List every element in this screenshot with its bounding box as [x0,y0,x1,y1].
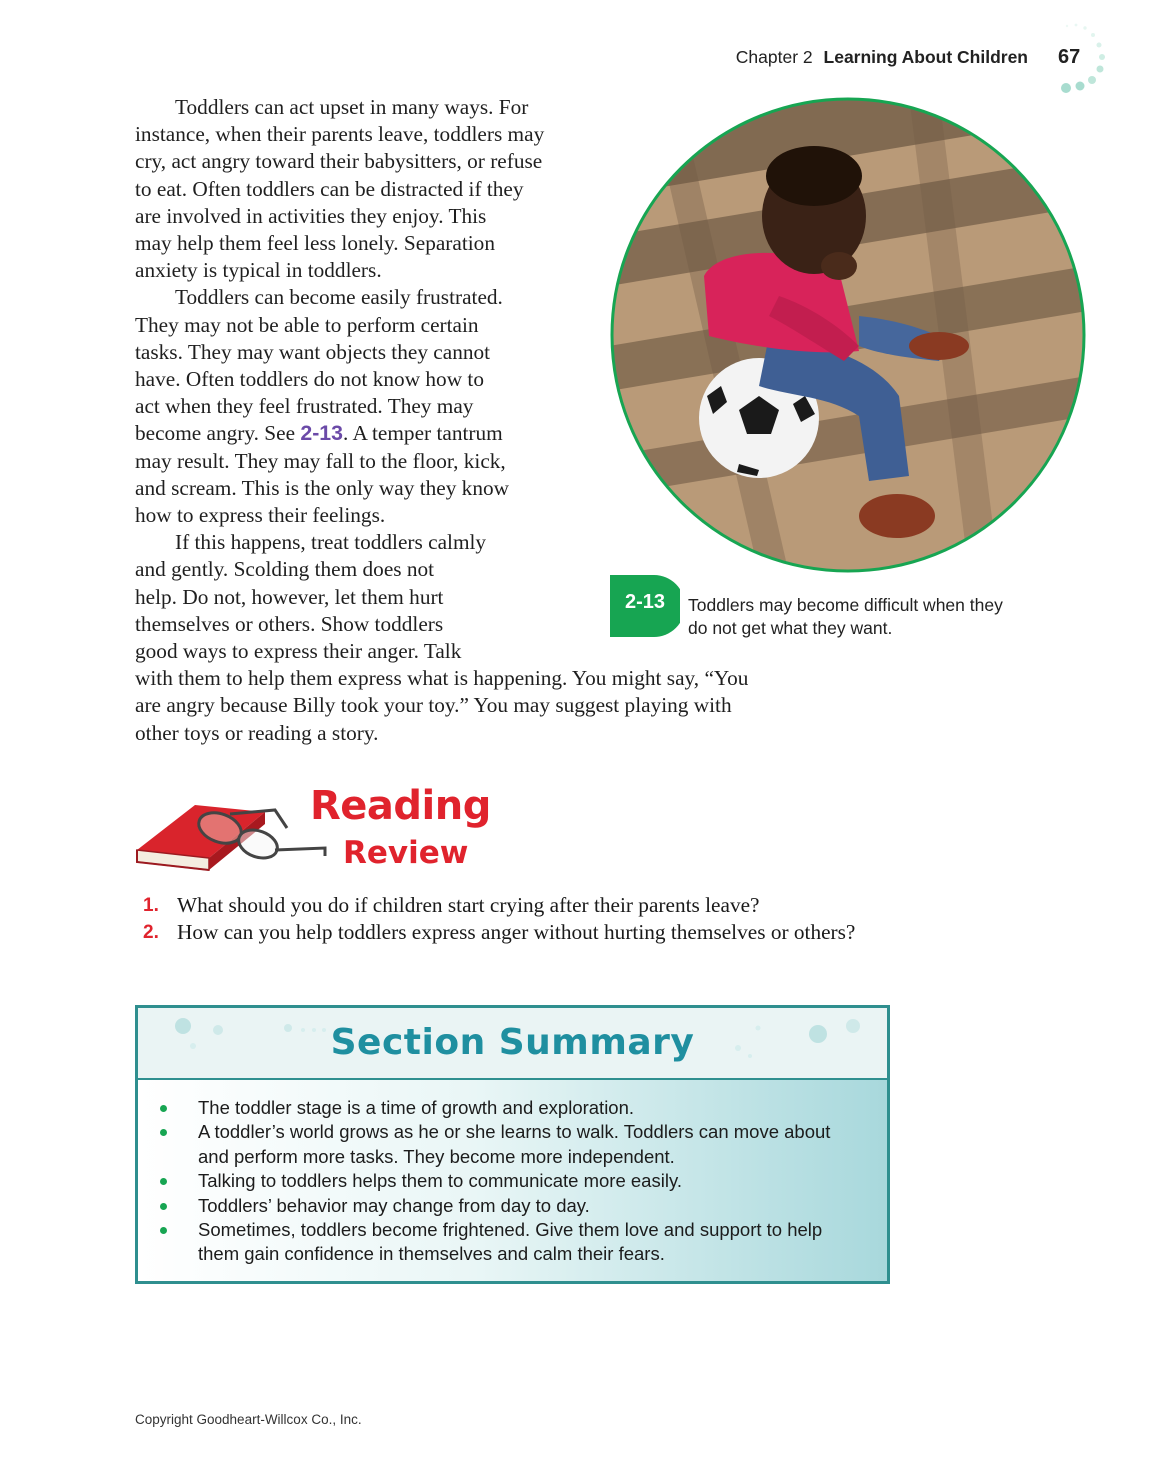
summary-item-text: Talking to toddlers helps them to communicate more easily. [198,1170,682,1192]
review-question [143,892,903,919]
text-line: may result. They may fall to the floor, kick, [135,448,506,473]
text-line: are involved in activities they enjoy. This [135,203,487,228]
figure-reference-link[interactable]: 2-13 [300,421,343,446]
bullet-icon [160,1178,167,1185]
text-line: how to express their feelings. [135,503,386,528]
caption-line: Toddlers may become difficult when they [688,595,1003,615]
question-number: 1. [143,895,159,916]
running-header [736,47,1028,68]
text-line: other toys or reading a story. [135,720,379,745]
text-line: with them to help them express what is happening. You might say, “You [135,666,749,691]
text-line: themselves or others. Show toddlers [135,611,444,636]
text-line: They may not be able to perform certain [135,312,479,337]
section-summary-header [138,1008,887,1080]
question-text: How can you help toddlers express anger without hurting themselves or others? [177,920,856,945]
text-line: tasks. They may want objects they cannot [135,339,491,364]
summary-item-text: The toddler stage is a time of growth and exploration. [198,1097,635,1118]
bullet-icon [160,1203,167,1210]
summary-item-text: Sometimes, toddlers become frightened. Give them love and support to help them gain confidence in themselves and calm their fears. [198,1219,823,1265]
question-text: What should you do if children start crying after their parents leave? [177,893,760,917]
bullet-icon [160,1129,167,1136]
text-line: Toddlers can become easily frustrated. [175,285,503,310]
text-line: help. Do not, however, let them hurt [135,584,444,609]
section-summary-title: Section Summary [330,1022,695,1063]
page-number: 67 [1058,46,1081,68]
text-line: cry, act angry toward their babysitters, or refuse [135,149,543,174]
text-line: have. Often toddlers do not know how to [135,367,484,392]
section-summary-box [135,1005,890,1284]
text-line: Toddlers can act upset in many ways. For [175,95,529,119]
caption-line: do not get what they want. [688,618,893,638]
book-glasses-icon [135,800,335,876]
text-line: good ways to express their anger. Talk [135,639,462,664]
reading-review-subtitle: Review [343,835,469,871]
text-line: and gently. Scolding them does not [135,557,435,582]
review-questions [143,892,903,946]
text-line: act when they feel frustrated. They may [135,394,474,419]
review-question [143,919,903,946]
summary-item [160,1194,860,1218]
figure-badge-label: 2-13 [624,591,666,613]
copyright-footer: Copyright Goodheart-Willcox Co., Inc. [135,1412,362,1427]
bullet-icon [160,1227,167,1234]
chapter-label: Chapter 2 [735,47,813,67]
text-line: are angry because Billy took your toy.” You may suggest playing with [135,693,732,718]
text-line: anxiety is typical in toddlers. [135,258,382,283]
question-number: 2. [143,922,159,944]
summary-item [160,1120,860,1169]
text-fragment: become angry. See [135,421,301,446]
summary-item [160,1096,860,1120]
text-line: If this happens, treat toddlers calmly [175,530,487,555]
summary-item [160,1218,860,1267]
text-line: to eat. Often toddlers can be distracted if they [135,176,524,201]
toddler-photo [609,96,1087,574]
bullet-icon [160,1105,167,1112]
figure-caption [688,594,1088,640]
chapter-title: Learning About Children [823,47,1028,67]
reading-review-title: Reading [310,783,491,829]
text-line: and scream. This is the only way they know [135,475,510,500]
summary-list [160,1096,860,1267]
summary-item-text: A toddler’s world grows as he or she learns to walk. Toddlers can move about and perform more tasks. They become more independent. [198,1121,831,1167]
text-line: may help them feel less lonely. Separation [135,231,495,256]
summary-item-text: Toddlers’ behavior may change from day to day. [198,1194,590,1216]
summary-item [160,1169,860,1193]
text-line: instance, when their parents leave, toddlers may [135,122,545,147]
text-fragment: . A temper tantrum [343,421,503,446]
